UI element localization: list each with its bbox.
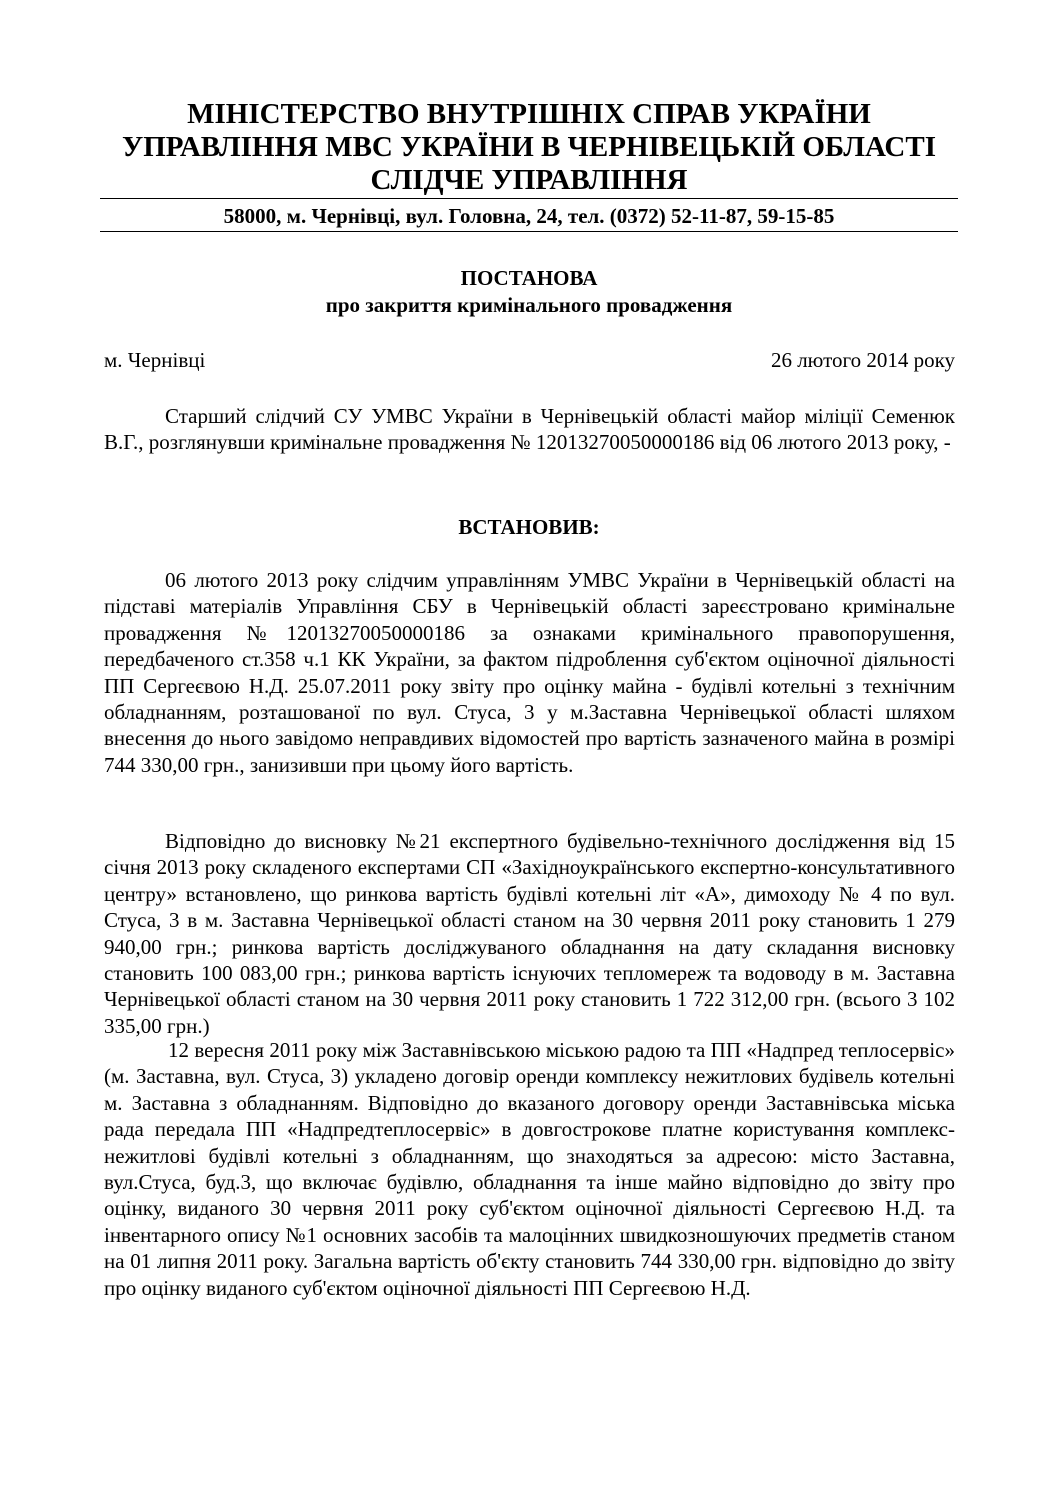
body-paragraph: 12 вересня 2011 року між Заставнівською міською радою та ПП «Надпред теплосервіс» (м. Заставна, вул. Стуса, 3) укладено договір оренди комплексу нежитлових будівель котельні м. Заставна з обладнанням. Відповідно до вказаного договору оренди Заставнівська міська рада передала ПП «Надпредтеплосервіс» в довгострокове платне користування комплекс-нежитлові будівлі котельні з обладнанням, що знаходяться за адресою: місто Заставна, вул.Стуса, буд.3, що включає будівлю, обладнання та інше майно відповідно до звіту про оцінку, виданого 30 червня 2011 року суб'єктом оціночної діяльності Сергеєвою Н.Д. та інвентарного опису №1 основних засобів та малоцінних швидкозношуючих предметів станом на 01 липня 2011 року. Загальна вартість об'єкту становить 744 330,00 грн. відповідно до звіту про оцінку виданого суб'єктом оціночної діяльності ПП Сергеєвою Н.Д. [104, 1038, 955, 1300]
letterhead-address: 58000, м. Чернівці, вул. Головна, 24, тел. (0372) 52-11-87, 59-15-85 [223, 204, 835, 228]
letterhead-bottom-rule [100, 231, 958, 232]
body-paragraph: Відповідно до висновку №21 експертного будівельно-технічного дослідження від 15 січня 2013 року складеного експертами СП «Західноукраїнського експертно-консультативного центру» встановлено, що ринкова вартість будівлі котельні літ «А», димоходу № 4 по вул. Стуса, 3 в м. Заставна Чернівецької області станом на 30 червня 2011 року становить 1 279 940,00 грн.; ринкова вартість досліджуваного обладнання на дату складання висновку становить 100 083,00 грн.; ринкова вартість існуючих тепломереж та водоводу в м. Заставна Чернівецької області станом на 30 червня 2011 року становить 1 722 312,00 грн. (всього 3 102 335,00 грн.) [104, 829, 955, 1038]
letterhead [100, 98, 958, 197]
department-name: УПРАВЛІННЯ МВС УКРАЇНИ В ЧЕРНІВЕЦЬКІЙ ОБЛАСТІ [121, 131, 937, 163]
document-place: м. Чернівці [104, 348, 206, 372]
ministry-name: МІНІСТЕРСТВО ВНУТРІШНІХ СПРАВ УКРАЇНИ [187, 98, 871, 130]
body-paragraph: 06 лютого 2013 року слідчим управлінням УМВС України в Чернівецькій області на підставі матеріалів Управління СБУ в Чернівецькій області зареєстровано кримінальне провадження №12013270050000186 за ознаками кримінального правопорушення, передбаченого ст.358 ч.1 КК України, за фактом підроблення суб'єктом оціночної діяльності ПП Сергеєвою Н.Д. 25.07.2011 року звіту про оцінку майна - будівлі котельні з технічним обладнанням, розташованої по вул. Стуса, 3 у м.Заставна Чернівецької області шляхом внесення до нього завідомо неправдивих відомостей про вартість зазначеного майна в розмірі 744 330,00 грн., занизивши при цьому його вартість. [104, 568, 955, 777]
section-heading: ВСТАНОВИВ: [458, 515, 600, 539]
document-subtitle: про закриття кримінального провадження [325, 293, 733, 317]
division-name: СЛІДЧЕ УПРАВЛІННЯ [370, 164, 688, 196]
document-title: ПОСТАНОВА [460, 266, 598, 290]
letterhead-top-rule [100, 198, 958, 199]
document-date: 26 лютого 2014 року [770, 348, 955, 372]
intro-paragraph: Старший слідчий СУ УМВС України в Чернівецькій області майор міліції Семенюк В.Г., розглянувши кримінальне провадження № 12013270050000186 від 06 лютого 2013 року, - [104, 404, 955, 455]
